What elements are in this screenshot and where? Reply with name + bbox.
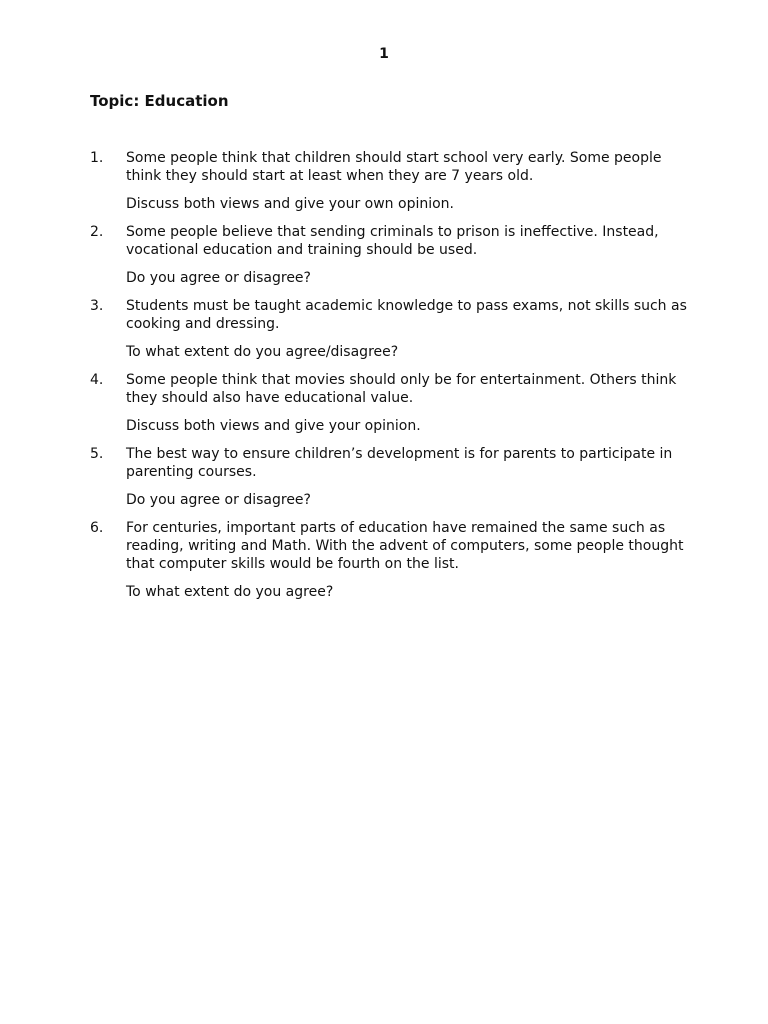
- question-instruction: To what extent do you agree?: [126, 584, 334, 600]
- question-text: Some people believe that sending criminals to prison is ineffective. Instead, vocational education and training should be used.: [126, 224, 659, 258]
- question-item-3: [90, 297, 690, 361]
- question-item-2: [90, 223, 690, 287]
- question-text: Some people think that children should start school very early. Some people think they should start at least when they are 7 years old.: [126, 150, 662, 184]
- question-text: Some people think that movies should only be for entertainment. Others think they should also have educational value.: [126, 372, 677, 406]
- question-item-4: [90, 371, 690, 435]
- question-item-5: [90, 445, 690, 509]
- question-item-1: [90, 149, 690, 213]
- question-list: [90, 149, 690, 611]
- page-number: 1: [379, 46, 389, 62]
- question-text: For centuries, important parts of education have remained the same such as reading, writing and Math. With the advent of computers, some people thought that computer skills would be fourth on the list.: [126, 520, 684, 572]
- question-text: The best way to ensure children’s development is for parents to participate in parenting courses.: [126, 446, 673, 480]
- question-number: 2.: [90, 224, 104, 240]
- question-number: 5.: [90, 446, 104, 462]
- question-instruction: Do you agree or disagree?: [126, 270, 311, 286]
- question-item-6: [90, 519, 690, 601]
- question-number: 1.: [90, 150, 104, 166]
- question-instruction: Do you agree or disagree?: [126, 492, 311, 508]
- question-number: 4.: [90, 372, 104, 388]
- question-number: 3.: [90, 298, 104, 314]
- question-text: Students must be taught academic knowledge to pass exams, not skills such as cooking and dressing.: [126, 298, 687, 332]
- topic-title: Topic: Education: [90, 92, 229, 110]
- question-instruction: Discuss both views and give your opinion.: [126, 418, 421, 434]
- question-instruction: Discuss both views and give your own opinion.: [126, 196, 454, 212]
- question-instruction: To what extent do you agree/disagree?: [126, 344, 399, 360]
- question-number: 6.: [90, 520, 104, 536]
